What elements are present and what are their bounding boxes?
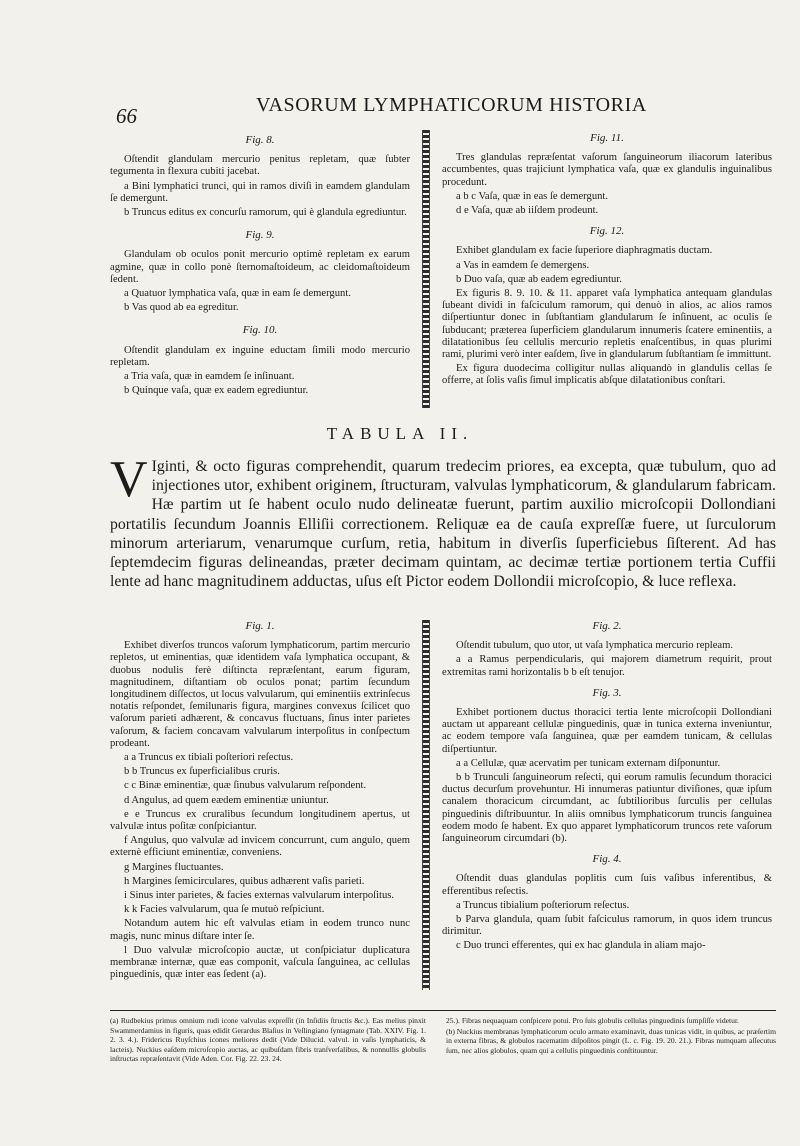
bottom-right-column: [442, 616, 772, 955]
footnote-rule: [110, 1010, 776, 1011]
figure-item: c Duo trunci efferentes, qui ex hac glandula in aliam majo-: [456, 940, 706, 952]
figure-item: a Bini lymphatici trunci, qui in ramos diviſi in eamdem glandulam ſe demergunt.: [110, 180, 410, 204]
footnote-left: [110, 1016, 426, 1065]
figure-heading: Fig. 11.: [590, 132, 624, 144]
figure-item: a b c Vaſa, quæ in eas ſe demergunt.: [456, 190, 608, 202]
footnote-text: (a) Rudbekius primus omnium rudi icone valvulas expreſſit (in Inſidiis ſtructis &c.). Eas melius pinxit Swammerdamius in figuris, quas edidit Gerardus Blaſius in Veſlingiano ſyntagmate (Tab. XXIV. Fig. 1. 2. 3. 4.). Fridericus Ruyſchius icones meliores dedit (Vide Dilucid. valvul. in vaſis lymphaticis, & lacteis). Nuckius eaſdem microſcopio auctas, ac quibuſdam fibris tranſverſalibus, & nonnullis globulis inſtructas repræſentavit (Vide Aden. Cor. Fig. 22. 23. 24.: [110, 1016, 426, 1064]
figure-text: Exhibet glandulam ex facie ſuperiore diaphragmatis ductam.: [456, 245, 713, 257]
figure-item: k k Facies valvularum, qua ſe mutuò reſpiciunt.: [124, 904, 325, 916]
figure-item: a a Ramus perpendicularis, qui majorem diametrum requirit, prout extremitas rami horizontalis b b eſt tenujor.: [442, 654, 772, 678]
figure-item: d Angulus, ad quem eædem eminentiæ uniuntur.: [124, 794, 329, 806]
figure-item: a Tria vaſa, quæ in eamdem ſe inſinuant.: [124, 371, 295, 383]
footnote-text: (b) Nuckius membranas lymphaticorum oculo armato examinavit, duas tunicas vidit, in quibus, ac præſertim in externa fibras, & globulos racematim diſpoſitos pingit (L. c. Fig. 19. 20. 21.). Fibras numquam aſſecutus ſum, nec alios globulos, quam qui a cellulis pinguedinis conſtituuntur.: [446, 1026, 776, 1055]
intro-paragraph: [110, 451, 776, 591]
figure-text: Exhibet portionem ductus thoracici tertia lente microſcopii Dollondiani auctam ut appareant cellulæ pinguedinis, quæ in tunica externa inveniuntur, ac eodem tempore vaſa ſanguinea, quæ per eamdem tunicam, & cellulas diſpertiuntur.: [442, 707, 772, 755]
figure-item: b Quinque vaſa, quæ ex eadem egrediuntur.: [124, 385, 309, 397]
figure-heading: Fig. 4.: [592, 853, 622, 866]
figure-item: h Margines ſemicirculares, quibus adhærent vaſis parieti.: [124, 875, 365, 887]
intro-text: Iginti, & octo figuras comprehendit, quarum tredecim priores, ea excepta, quæ tubulum, quo ad injectiones utor, exhibent originem, ſtructuram, valvulas lymphaticorum, & glandularum fabricam. Hæ partim ut ſe habent oculo nudo delineatæ fuerunt, partim auxilio microſcopii Dollondiani portatilis ſecundum Joannis Elliſii correctionem. Reliquæ ea de cauſa expreſſæ fuere, ut ſurculorum minorum arteriarum, venarumque curſum, retia, habitum in diverſis ſuperficiebus ſiſterent. Ad has ſeptemdecim figuras delineandas, præter decimam quintam, ac decimæ tertiæ portionem tertia Cuffii lente ad hanc magnitudinem adductas, uſus eſt Pictor eodem Dollondii microſcopio, & luce reflexa.: [110, 458, 776, 591]
figure-item: a Vas in eamdem ſe demergens.: [456, 259, 590, 271]
figure-text: Oſtendit glandulam mercurio penitus repletam, quæ ſubter tegumenta in flexura cubiti jacebat.: [110, 154, 410, 178]
column-divider-top: [422, 130, 430, 408]
figure-item: b Vas quod ab ea egreditur.: [124, 302, 239, 314]
footnote-text: 25.). Fibras nequaquam conſpicere potui. Pro ſuis globulis cellulas pinguedinis ſumpſiſſe videtur.: [446, 1016, 739, 1025]
figure-text: Tres glandulas repræſentat vaſorum ſanguineorum iliacorum lateribus accumbentes, quas trajiciunt lymphatica vaſa, quæ ex glandulis inguinalibus procedunt.: [442, 152, 772, 188]
figure-item: b Duo vaſa, quæ ab eadem egrediuntur.: [456, 273, 622, 285]
figure-heading: Fig. 8.: [245, 134, 275, 146]
top-right-column: [442, 128, 772, 390]
section-title: TABULA II.: [326, 424, 474, 443]
figure-text: Glandulam ob oculos ponit mercurio optimè repletam ex earum agmine, quæ in collo ponè ſternomaſtoideum, ac cleidomaſtoideum ſedent.: [110, 249, 410, 285]
figure-item: a a Truncus ex tibiali poſteriori reſectus.: [124, 752, 294, 764]
footnote-right: [446, 1016, 776, 1056]
page-number: 66: [116, 104, 137, 128]
figure-item: g Margines fluctuantes.: [124, 861, 224, 873]
figure-item: a Truncus tibialium poſteriorum reſectus.: [456, 899, 630, 911]
figure-heading: Fig. 2.: [592, 620, 622, 632]
drop-cap: V: [110, 451, 148, 508]
figure-item: b Parva glandula, quam ſubit faſciculus ramorum, in quos idem truncus dirimitur.: [442, 914, 772, 938]
figure-item: b Truncus editus ex concurſu ramorum, qui è glandula egrediuntur.: [124, 207, 407, 219]
figure-item: a Quatuor lymphatica vaſa, quæ in eam ſe demergunt.: [124, 288, 351, 300]
figure-text: Exhibet diverſos truncos vaſorum lymphaticorum, partim mercurio repletos, ut eminentias, quæ identidem vaſa lymphatica occupant, & duobus nodulis ferè diſtincta repræſentant, earum figuram, magnitudinem, diſtantiam ob oculos ponat; partim ſecundum longitudinem diſſectos, ut locus valvularum, qui eminentiis extrinſecus notatis reſpondet, ſemilunaris figura, margines convexus ſcilicet quo vaſorum parieti adhærent, & concavus fluctuans, ſinus inter parietes vaſorum, & faciem concavam valvularum interpoſitus in conſpectum prodeant.: [110, 640, 410, 749]
figure-item: b b Truncus ex ſuperficialibus cruris.: [124, 766, 280, 778]
figure-text: Oſtendit glandulam ex inguine eductam ſimili modo mercurio repletam.: [110, 344, 410, 368]
figure-heading: Fig. 10.: [242, 324, 278, 337]
figure-item: f Angulus, quo valvulæ ad invicem concurrunt, cum angulo, quem externè efficiunt eminentiæ, conveniens.: [110, 835, 410, 859]
figure-item: d e Vaſa, quæ ab iiſdem prodeunt.: [456, 205, 599, 217]
figure-item: l Duo valvulæ microſcopio auctæ, ut conſpiciatur duplicatura membranæ internæ, quæ eas componit, vaſcula ſanguinea, ac cellulas pinguedinis, quæ inter eas ſedent (a).: [110, 944, 410, 981]
figure-item: a a Cellulæ, quæ acervatim per tunicam externam diſponuntur.: [456, 757, 721, 769]
figure-text: Oſtendit tubulum, quo utor, ut vaſa lymphatica mercurio repleam.: [456, 640, 733, 652]
figure-heading: Fig. 3.: [592, 686, 622, 699]
bottom-left-column: [110, 616, 410, 983]
figure-item: i Sinus inter parietes, & facies externas valvularum interpoſitus.: [124, 890, 395, 902]
figure-heading: Fig. 12.: [589, 225, 625, 238]
running-title: VASORUM LYMPHATICORUM HISTORIA: [256, 94, 647, 116]
figure-text: Oſtendit duas glandulas poplitis cum ſuis vaſibus inferentibus, & efferentibus reſectis.: [442, 873, 772, 897]
figure-item: e e Truncus ex cruralibus ſecundum longitudinem apertus, ut valvulæ intus poſitæ conſpiciantur.: [110, 808, 410, 833]
figure-paragraph: Ex figuris 8. 9. 10. & 11. apparet vaſa lymphatica antequam glandulas ſubeant dividi in faſciculum ramorum, qui denuò in alios, ac alios ramos diſpertiuntur donec in ſubſtantiam glandularum ſe inſinuent, ac oculis ſe ſubducant; præterea ſuperficiem glandularum innumeris ſcatere eminentiis, a dilatationibus ſeu cellulis mercurio repletis enaſcentibus, in quas plurimi rami, plurimi verò inter eaſdem, ſive in glandularum ſubſtantiam ſe immittunt.: [442, 288, 772, 361]
top-left-column: [110, 130, 410, 399]
figure-item: c c Binæ eminentiæ, quæ ſinubus valvularum reſpondent.: [124, 780, 367, 792]
column-divider-bottom: [422, 620, 430, 990]
figure-paragraph: Notandum autem hic eſt valvulas etiam in eodem trunco nunc magis, nunc minus diſtare inter ſe.: [110, 918, 410, 942]
figure-item: b b Trunculi ſanguineorum reſecti, qui eorum ramulis ſecundum thoracici ductus decurſum provehuntur. Hi innumeras patiuntur diviſiones, quæ ipſum canalem thoracicum circumdant, ac ſubtilioribus ſurculis per cellulas pinguedinis diſtribuuntur. In aliis omnibus lymphaticorum truncis ſanguinea eodem modo ſe habent. Ex quo apparet lymphaticorum truncos rete vaſorum ſanguineorum circumdari (b).: [442, 772, 772, 845]
figure-heading: Fig. 9.: [245, 229, 275, 242]
figure-paragraph: Ex figura duodecima colligitur nullas aliquandò in glandulis cellas ſe offerre, at ſolis vaſis ſimul implicatis abſque dilatationibus conſtari.: [442, 363, 772, 387]
figure-heading: Fig. 1.: [245, 620, 275, 632]
